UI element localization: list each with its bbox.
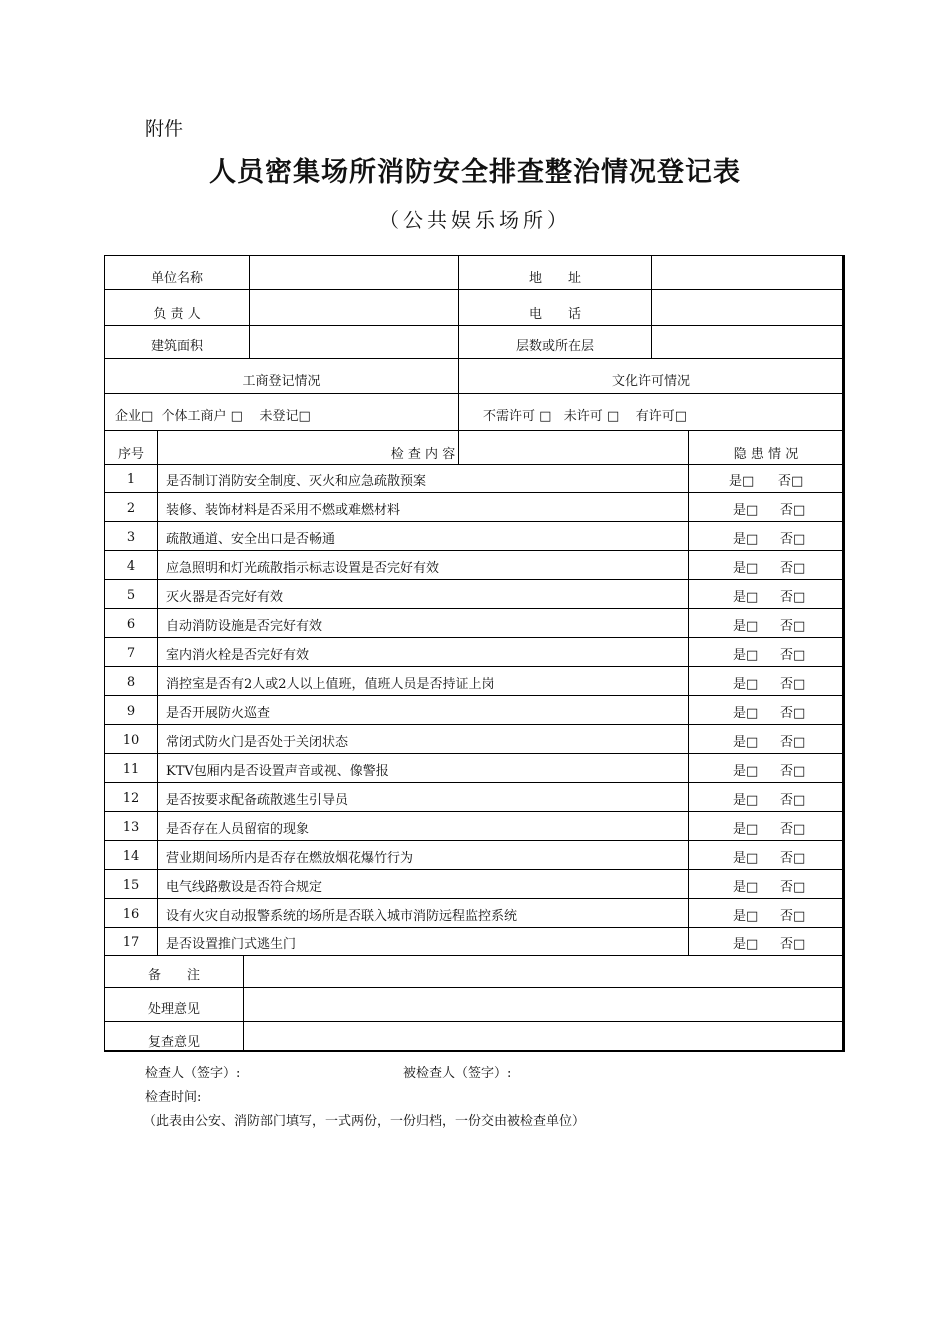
col-header-content: 检 查 内 容 — [390, 446, 456, 462]
phone-label: 电 话 — [528, 306, 581, 322]
check-item: 应急照明和灯光疏散指示标志设置是否完好有效 — [166, 561, 440, 576]
check-item: 疏散通道、安全出口是否畅通 — [166, 532, 336, 547]
hazard-yes-checkbox[interactable]: 是□ — [733, 532, 759, 547]
check-item: 装修、装饰材料是否采用不燃或难燃材料 — [166, 503, 401, 518]
inspection-time: 检查时间: — [145, 1090, 202, 1105]
phone-field[interactable] — [652, 290, 843, 325]
hazard-yes-checkbox[interactable]: 是□ — [733, 909, 759, 924]
col-divider — [688, 430, 689, 955]
building-area-label: 建筑面积 — [150, 339, 203, 354]
hazard-yes-checkbox[interactable]: 是□ — [733, 764, 759, 779]
hazard-no-checkbox[interactable]: 否□ — [780, 532, 806, 547]
form-subtitle: （公共娱乐场所） — [379, 208, 571, 232]
culture-license-options[interactable]: 不需许可 □ 未许可 □ 有许可□ — [483, 408, 688, 424]
check-item: 营业期间场所内是否存在燃放烟花爆竹行为 — [166, 851, 414, 866]
hazard-no-checkbox[interactable]: 否□ — [780, 764, 806, 779]
hazard-yes-checkbox[interactable]: 是□ — [733, 793, 759, 808]
inspectee-signature: 被检查人（签字）: — [403, 1066, 512, 1081]
hazard-yes-checkbox[interactable]: 是□ — [733, 937, 759, 952]
form-title: 人员密集场所消防安全排查整治情况登记表 — [209, 157, 741, 188]
hazard-yes-checkbox[interactable]: 是□ — [729, 474, 755, 489]
hazard-no-checkbox[interactable]: 否□ — [780, 503, 806, 518]
hazard-yes-checkbox[interactable]: 是□ — [733, 619, 759, 634]
check-item: 设有火灾自动报警系统的场所是否联入城市消防远程监控系统 — [166, 909, 518, 924]
check-item: 是否开展防火巡查 — [166, 706, 271, 721]
row-number: 9 — [126, 704, 136, 719]
hazard-no-checkbox[interactable]: 否□ — [780, 561, 806, 576]
check-item: 电气线路敷设是否符合规定 — [166, 880, 323, 895]
row-number: 6 — [126, 617, 136, 632]
floors-field[interactable] — [652, 326, 843, 358]
hazard-yes-checkbox[interactable]: 是□ — [733, 561, 759, 576]
review-opinion-field[interactable] — [244, 1022, 843, 1051]
row-number: 12 — [122, 791, 140, 806]
business-registration-options[interactable]: 企业□ 个体工商户 □ 未登记□ — [115, 408, 311, 424]
hazard-no-checkbox[interactable]: 否□ — [780, 793, 806, 808]
business-registration-label: 工商登记情况 — [242, 374, 321, 389]
check-item: 室内消火栓是否完好有效 — [166, 648, 310, 663]
row-number: 3 — [126, 530, 136, 545]
col-header-hazard: 隐 患 情 况 — [733, 446, 799, 462]
hazard-no-checkbox[interactable]: 否□ — [780, 735, 806, 750]
hazard-no-checkbox[interactable]: 否□ — [780, 822, 806, 837]
hazard-no-checkbox[interactable]: 否□ — [780, 619, 806, 634]
hazard-yes-checkbox[interactable]: 是□ — [733, 851, 759, 866]
row-number: 15 — [122, 878, 140, 893]
row-number: 11 — [122, 762, 140, 777]
row-number: 4 — [126, 559, 136, 574]
hazard-no-checkbox[interactable]: 否□ — [780, 909, 806, 924]
check-item: 常闭式防火门是否处于关闭状态 — [166, 735, 349, 750]
hazard-yes-checkbox[interactable]: 是□ — [733, 503, 759, 518]
address-label: 地 址 — [528, 271, 581, 286]
address-field[interactable] — [652, 256, 843, 289]
row-number: 2 — [126, 501, 136, 516]
unit-name-label: 单位名称 — [150, 271, 203, 286]
culture-license-label: 文化许可情况 — [611, 374, 690, 389]
hazard-no-checkbox[interactable]: 否□ — [778, 474, 804, 489]
row-number: 7 — [126, 646, 136, 661]
handling-opinion-label: 处理意见 — [147, 1002, 200, 1017]
check-item: 是否存在人员留宿的现象 — [166, 822, 310, 837]
unit-name-field[interactable] — [250, 256, 458, 289]
hazard-no-checkbox[interactable]: 否□ — [780, 937, 806, 952]
col-header-no: 序号 — [117, 446, 144, 462]
hazard-no-checkbox[interactable]: 否□ — [780, 648, 806, 663]
hazard-no-checkbox[interactable]: 否□ — [780, 590, 806, 605]
row-number: 8 — [126, 675, 136, 690]
registration-form-table — [104, 255, 845, 1052]
attachment-label: 附件 — [145, 118, 184, 140]
remarks-label: 备 注 — [147, 968, 200, 983]
check-item: 是否设置推门式逃生门 — [166, 937, 297, 952]
row-number: 13 — [122, 820, 140, 835]
check-item: 消控室是否有2人或2人以上值班，值班人员是否持证上岗 — [166, 677, 495, 692]
inspector-signature: 检查人（签字）: — [145, 1066, 241, 1081]
hazard-yes-checkbox[interactable]: 是□ — [733, 822, 759, 837]
row-number: 5 — [126, 588, 136, 603]
row-number: 14 — [122, 849, 140, 864]
row-number: 1 — [126, 472, 136, 487]
row-number: 16 — [122, 907, 140, 922]
hazard-yes-checkbox[interactable]: 是□ — [733, 648, 759, 663]
floors-label: 层数或所在层 — [515, 339, 594, 354]
hazard-no-checkbox[interactable]: 否□ — [780, 706, 806, 721]
hazard-yes-checkbox[interactable]: 是□ — [733, 590, 759, 605]
person-in-charge-field[interactable] — [250, 290, 458, 325]
check-item: KTV包厢内是否设置声音或视、像警报 — [166, 764, 389, 779]
hazard-yes-checkbox[interactable]: 是□ — [733, 706, 759, 721]
check-item: 灭火器是否完好有效 — [166, 590, 284, 605]
hazard-no-checkbox[interactable]: 否□ — [780, 677, 806, 692]
form-note: （此表由公安、消防部门填写，一式两份，一份归档，一份交由被检查单位） — [143, 1114, 586, 1129]
check-item: 是否按要求配备疏散逃生引导员 — [166, 793, 349, 808]
hazard-no-checkbox[interactable]: 否□ — [780, 880, 806, 895]
hazard-yes-checkbox[interactable]: 是□ — [733, 677, 759, 692]
hazard-yes-checkbox[interactable]: 是□ — [733, 735, 759, 750]
row-number: 17 — [122, 935, 140, 950]
hazard-no-checkbox[interactable]: 否□ — [780, 851, 806, 866]
col-divider — [157, 430, 158, 955]
remarks-field[interactable] — [244, 956, 843, 987]
review-opinion-label: 复查意见 — [147, 1034, 200, 1050]
row-number: 10 — [122, 733, 140, 748]
check-item: 自动消防设施是否完好有效 — [166, 619, 323, 634]
building-area-field[interactable] — [250, 326, 458, 358]
person-in-charge-label: 负 责 人 — [153, 306, 201, 322]
handling-opinion-field[interactable] — [244, 988, 843, 1021]
hazard-yes-checkbox[interactable]: 是□ — [733, 880, 759, 895]
check-item: 是否制订消防安全制度、灭火和应急疏散预案 — [166, 474, 427, 489]
